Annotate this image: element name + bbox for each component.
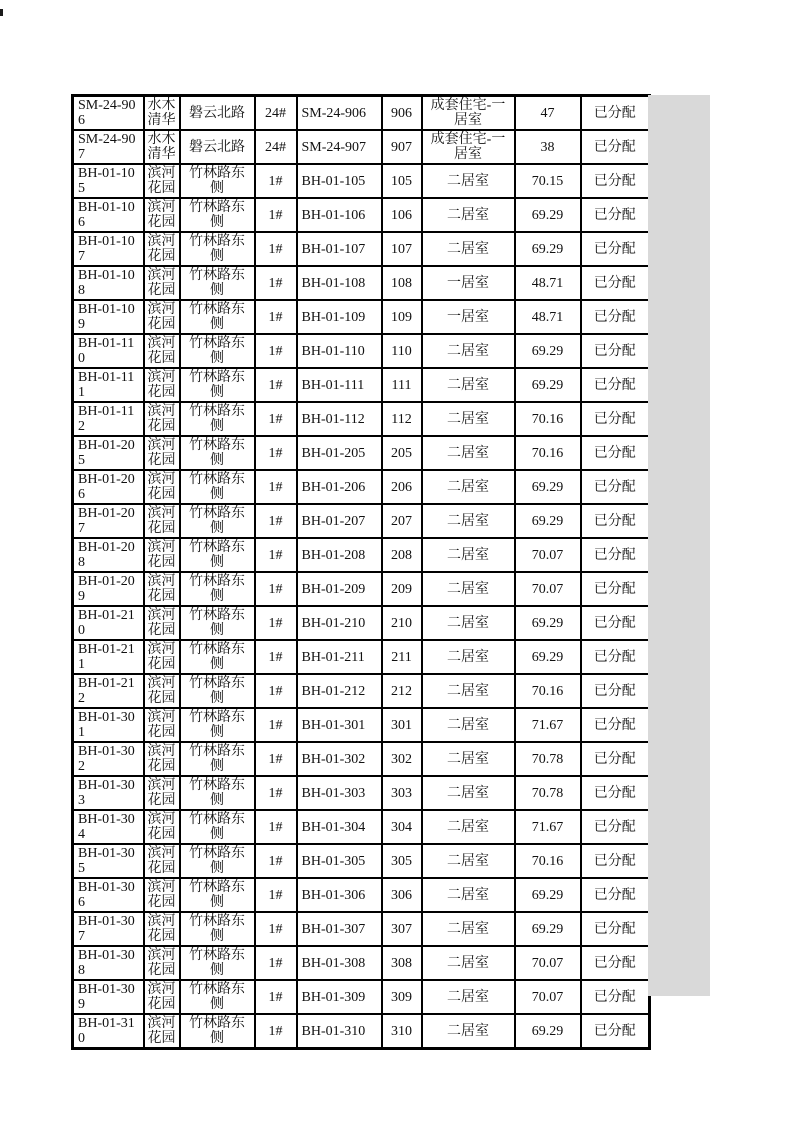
cell-community-name: 滨河花园	[144, 980, 180, 1014]
cell-community-name: 滨河花园	[144, 334, 180, 368]
cell-house-id: BH-01-304	[73, 810, 144, 844]
cell-area: 70.16	[515, 402, 581, 436]
cell-road-location: 竹林路东侧	[180, 844, 255, 878]
table-row	[73, 640, 650, 674]
cell-building-number: 1#	[255, 232, 297, 266]
cell-house-id: BH-01-308	[73, 946, 144, 980]
cell-house-id-repeat: BH-01-110	[297, 334, 382, 368]
cell-road-location: 竹林路东侧	[180, 640, 255, 674]
cell-status: 已分配	[581, 1014, 650, 1049]
cell-room-number: 310	[382, 1014, 422, 1049]
cell-unit-type: 二居室	[422, 198, 515, 232]
cell-area: 70.78	[515, 742, 581, 776]
cell-building-number: 1#	[255, 470, 297, 504]
cell-community-name: 滨河花园	[144, 708, 180, 742]
cell-building-number: 1#	[255, 912, 297, 946]
cell-road-location: 竹林路东侧	[180, 300, 255, 334]
cell-status: 已分配	[581, 538, 650, 572]
cell-unit-type: 二居室	[422, 538, 515, 572]
cell-road-location: 竹林路东侧	[180, 742, 255, 776]
cell-road-location: 磐云北路	[180, 96, 255, 131]
cell-room-number: 302	[382, 742, 422, 776]
cell-house-id-repeat: BH-01-306	[297, 878, 382, 912]
cell-status: 已分配	[581, 368, 650, 402]
table-row	[73, 844, 650, 878]
cell-community-name: 滨河花园	[144, 368, 180, 402]
cell-house-id: BH-01-302	[73, 742, 144, 776]
cell-area: 69.29	[515, 470, 581, 504]
cell-status: 已分配	[581, 708, 650, 742]
cell-road-location: 竹林路东侧	[180, 436, 255, 470]
cell-community-name: 滨河花园	[144, 504, 180, 538]
cell-house-id: BH-01-112	[73, 402, 144, 436]
cell-unit-type: 二居室	[422, 164, 515, 198]
table-row	[73, 708, 650, 742]
cell-building-number: 1#	[255, 776, 297, 810]
table-row	[73, 164, 650, 198]
table-row	[73, 674, 650, 708]
cell-status: 已分配	[581, 164, 650, 198]
cell-unit-type: 二居室	[422, 742, 515, 776]
table-row	[73, 776, 650, 810]
cell-building-number: 24#	[255, 96, 297, 131]
cell-status: 已分配	[581, 810, 650, 844]
cell-community-name: 滨河花园	[144, 742, 180, 776]
table-row	[73, 232, 650, 266]
cell-building-number: 24#	[255, 130, 297, 164]
cell-area: 69.29	[515, 640, 581, 674]
cell-community-name: 水木清华	[144, 130, 180, 164]
cell-area: 70.78	[515, 776, 581, 810]
cell-area: 71.67	[515, 708, 581, 742]
cell-room-number: 212	[382, 674, 422, 708]
cell-unit-type: 二居室	[422, 436, 515, 470]
table-row	[73, 300, 650, 334]
cell-road-location: 竹林路东侧	[180, 708, 255, 742]
cell-status: 已分配	[581, 572, 650, 606]
cell-house-id: BH-01-306	[73, 878, 144, 912]
cell-building-number: 1#	[255, 538, 297, 572]
cell-building-number: 1#	[255, 1014, 297, 1049]
cell-community-name: 滨河花园	[144, 300, 180, 334]
table-row	[73, 878, 650, 912]
cell-area: 70.16	[515, 674, 581, 708]
cell-area: 70.16	[515, 844, 581, 878]
cell-building-number: 1#	[255, 368, 297, 402]
cell-house-id-repeat: BH-01-109	[297, 300, 382, 334]
cell-room-number: 304	[382, 810, 422, 844]
cell-unit-type: 二居室	[422, 470, 515, 504]
cell-area: 48.71	[515, 300, 581, 334]
cell-area: 70.07	[515, 572, 581, 606]
table-row	[73, 912, 650, 946]
cell-community-name: 滨河花园	[144, 946, 180, 980]
cell-room-number: 110	[382, 334, 422, 368]
table-row	[73, 130, 650, 164]
cell-house-id: BH-01-310	[73, 1014, 144, 1049]
cell-house-id: BH-01-106	[73, 198, 144, 232]
cell-community-name: 滨河花园	[144, 402, 180, 436]
cell-area: 70.07	[515, 980, 581, 1014]
cell-community-name: 滨河花园	[144, 640, 180, 674]
cell-house-id-repeat: SM-24-906	[297, 96, 382, 131]
cell-road-location: 竹林路东侧	[180, 810, 255, 844]
table-row	[73, 96, 650, 131]
cell-house-id-repeat: BH-01-106	[297, 198, 382, 232]
table-row	[73, 436, 650, 470]
cell-community-name: 滨河花园	[144, 1014, 180, 1049]
cell-room-number: 107	[382, 232, 422, 266]
cell-room-number: 106	[382, 198, 422, 232]
table-row	[73, 538, 650, 572]
table-row	[73, 946, 650, 980]
table-row	[73, 402, 650, 436]
cell-building-number: 1#	[255, 708, 297, 742]
cell-community-name: 滨河花园	[144, 198, 180, 232]
cell-community-name: 滨河花园	[144, 436, 180, 470]
cell-room-number: 210	[382, 606, 422, 640]
cell-status: 已分配	[581, 402, 650, 436]
cell-status: 已分配	[581, 640, 650, 674]
cell-house-id-repeat: BH-01-209	[297, 572, 382, 606]
cell-status: 已分配	[581, 130, 650, 164]
cell-road-location: 竹林路东侧	[180, 504, 255, 538]
cell-house-id-repeat: BH-01-105	[297, 164, 382, 198]
cell-area: 70.16	[515, 436, 581, 470]
cell-community-name: 滨河花园	[144, 844, 180, 878]
cell-room-number: 111	[382, 368, 422, 402]
cell-room-number: 301	[382, 708, 422, 742]
cell-status: 已分配	[581, 742, 650, 776]
cell-house-id-repeat: BH-01-309	[297, 980, 382, 1014]
cell-status: 已分配	[581, 96, 650, 131]
cell-house-id-repeat: BH-01-301	[297, 708, 382, 742]
table-row	[73, 1014, 650, 1049]
cell-house-id-repeat: BH-01-211	[297, 640, 382, 674]
cell-building-number: 1#	[255, 436, 297, 470]
cell-road-location: 竹林路东侧	[180, 470, 255, 504]
cell-road-location: 竹林路东侧	[180, 606, 255, 640]
cell-unit-type: 二居室	[422, 674, 515, 708]
cell-house-id: SM-24-906	[73, 96, 144, 131]
cell-room-number: 305	[382, 844, 422, 878]
cell-house-id: BH-01-305	[73, 844, 144, 878]
cell-house-id: BH-01-301	[73, 708, 144, 742]
cell-room-number: 206	[382, 470, 422, 504]
cell-house-id: BH-01-212	[73, 674, 144, 708]
table-row	[73, 368, 650, 402]
cell-status: 已分配	[581, 334, 650, 368]
cell-community-name: 滨河花园	[144, 878, 180, 912]
cell-house-id-repeat: BH-01-212	[297, 674, 382, 708]
cell-unit-type: 二居室	[422, 640, 515, 674]
cell-unit-type: 二居室	[422, 776, 515, 810]
cell-unit-type: 一居室	[422, 300, 515, 334]
cell-area: 69.29	[515, 878, 581, 912]
cell-status: 已分配	[581, 436, 650, 470]
cell-road-location: 竹林路东侧	[180, 368, 255, 402]
cell-room-number: 306	[382, 878, 422, 912]
cell-house-id-repeat: BH-01-108	[297, 266, 382, 300]
cell-area: 70.07	[515, 538, 581, 572]
cell-house-id-repeat: BH-01-111	[297, 368, 382, 402]
cell-status: 已分配	[581, 844, 650, 878]
cell-room-number: 209	[382, 572, 422, 606]
table-row	[73, 198, 650, 232]
cell-area: 69.29	[515, 368, 581, 402]
cell-unit-type: 二居室	[422, 402, 515, 436]
cell-status: 已分配	[581, 980, 650, 1014]
cell-road-location: 竹林路东侧	[180, 572, 255, 606]
cell-building-number: 1#	[255, 402, 297, 436]
cell-unit-type: 一居室	[422, 266, 515, 300]
cell-house-id-repeat: BH-01-305	[297, 844, 382, 878]
table-row	[73, 572, 650, 606]
cell-room-number: 205	[382, 436, 422, 470]
cell-house-id-repeat: BH-01-205	[297, 436, 382, 470]
cell-area: 69.29	[515, 232, 581, 266]
cell-unit-type: 二居室	[422, 810, 515, 844]
cell-community-name: 滨河花园	[144, 266, 180, 300]
cell-road-location: 竹林路东侧	[180, 538, 255, 572]
cell-unit-type: 二居室	[422, 368, 515, 402]
cell-building-number: 1#	[255, 878, 297, 912]
table-row	[73, 606, 650, 640]
cell-room-number: 309	[382, 980, 422, 1014]
cell-room-number: 907	[382, 130, 422, 164]
cell-room-number: 112	[382, 402, 422, 436]
cell-area: 69.29	[515, 198, 581, 232]
cell-house-id: BH-01-110	[73, 334, 144, 368]
cell-unit-type: 二居室	[422, 1014, 515, 1049]
cell-status: 已分配	[581, 606, 650, 640]
cell-area: 48.71	[515, 266, 581, 300]
cell-house-id-repeat: BH-01-210	[297, 606, 382, 640]
cell-community-name: 滨河花园	[144, 810, 180, 844]
cell-status: 已分配	[581, 912, 650, 946]
cell-road-location: 竹林路东侧	[180, 1014, 255, 1049]
cell-area: 69.29	[515, 1014, 581, 1049]
table-row	[73, 266, 650, 300]
cell-area: 69.29	[515, 606, 581, 640]
cell-house-id: BH-01-307	[73, 912, 144, 946]
cell-road-location: 竹林路东侧	[180, 402, 255, 436]
cell-road-location: 竹林路东侧	[180, 334, 255, 368]
cell-community-name: 滨河花园	[144, 164, 180, 198]
cell-house-id: BH-01-303	[73, 776, 144, 810]
cell-house-id-repeat: BH-01-307	[297, 912, 382, 946]
cell-community-name: 滨河花园	[144, 674, 180, 708]
cell-unit-type: 二居室	[422, 912, 515, 946]
cell-house-id-repeat: BH-01-308	[297, 946, 382, 980]
table-row	[73, 810, 650, 844]
cell-building-number: 1#	[255, 334, 297, 368]
cell-road-location: 竹林路东侧	[180, 912, 255, 946]
cell-status: 已分配	[581, 266, 650, 300]
cell-room-number: 303	[382, 776, 422, 810]
cell-building-number: 1#	[255, 742, 297, 776]
cell-house-id: BH-01-210	[73, 606, 144, 640]
cell-community-name: 滨河花园	[144, 232, 180, 266]
cell-unit-type: 二居室	[422, 946, 515, 980]
cell-unit-type: 成套住宅-一居室	[422, 96, 515, 131]
cell-unit-type: 二居室	[422, 606, 515, 640]
cell-community-name: 滨河花园	[144, 538, 180, 572]
cell-house-id: BH-01-108	[73, 266, 144, 300]
cell-status: 已分配	[581, 470, 650, 504]
cell-unit-type: 二居室	[422, 708, 515, 742]
cell-status: 已分配	[581, 300, 650, 334]
cell-room-number: 208	[382, 538, 422, 572]
cell-house-id-repeat: BH-01-207	[297, 504, 382, 538]
cell-area: 47	[515, 96, 581, 131]
cell-building-number: 1#	[255, 300, 297, 334]
cell-building-number: 1#	[255, 640, 297, 674]
cell-road-location: 竹林路东侧	[180, 878, 255, 912]
cell-house-id: BH-01-208	[73, 538, 144, 572]
cell-status: 已分配	[581, 232, 650, 266]
cell-house-id-repeat: BH-01-302	[297, 742, 382, 776]
cell-road-location: 竹林路东侧	[180, 198, 255, 232]
cell-house-id: BH-01-209	[73, 572, 144, 606]
cell-area: 69.29	[515, 912, 581, 946]
cell-house-id: SM-24-907	[73, 130, 144, 164]
cell-status: 已分配	[581, 878, 650, 912]
cell-building-number: 1#	[255, 198, 297, 232]
cell-house-id: BH-01-107	[73, 232, 144, 266]
cell-building-number: 1#	[255, 946, 297, 980]
cell-area: 70.07	[515, 946, 581, 980]
cell-room-number: 109	[382, 300, 422, 334]
cell-area: 71.67	[515, 810, 581, 844]
cell-house-id: BH-01-111	[73, 368, 144, 402]
cell-area: 38	[515, 130, 581, 164]
cell-unit-type: 二居室	[422, 572, 515, 606]
cell-community-name: 滨河花园	[144, 606, 180, 640]
cell-house-id-repeat: BH-01-206	[297, 470, 382, 504]
cell-unit-type: 二居室	[422, 878, 515, 912]
cell-unit-type: 二居室	[422, 504, 515, 538]
cell-community-name: 滨河花园	[144, 470, 180, 504]
cell-unit-type: 二居室	[422, 334, 515, 368]
cell-area: 69.29	[515, 334, 581, 368]
cell-room-number: 308	[382, 946, 422, 980]
cell-unit-type: 二居室	[422, 232, 515, 266]
cell-room-number: 105	[382, 164, 422, 198]
cell-road-location: 竹林路东侧	[180, 980, 255, 1014]
cell-building-number: 1#	[255, 572, 297, 606]
cell-house-id: BH-01-206	[73, 470, 144, 504]
cell-building-number: 1#	[255, 844, 297, 878]
cell-house-id: BH-01-109	[73, 300, 144, 334]
table-row	[73, 470, 650, 504]
cell-status: 已分配	[581, 776, 650, 810]
cell-room-number: 108	[382, 266, 422, 300]
cell-room-number: 906	[382, 96, 422, 131]
scan-artifact-mark	[0, 9, 3, 16]
cell-community-name: 水木清华	[144, 96, 180, 131]
cell-road-location: 竹林路东侧	[180, 266, 255, 300]
cell-house-id-repeat: BH-01-303	[297, 776, 382, 810]
cell-road-location: 竹林路东侧	[180, 232, 255, 266]
unused-area-gray-strip	[648, 95, 710, 996]
cell-road-location: 竹林路东侧	[180, 674, 255, 708]
cell-road-location: 磐云北路	[180, 130, 255, 164]
cell-road-location: 竹林路东侧	[180, 946, 255, 980]
cell-unit-type: 二居室	[422, 980, 515, 1014]
cell-community-name: 滨河花园	[144, 912, 180, 946]
cell-house-id-repeat: BH-01-208	[297, 538, 382, 572]
cell-house-id-repeat: BH-01-304	[297, 810, 382, 844]
cell-road-location: 竹林路东侧	[180, 776, 255, 810]
cell-building-number: 1#	[255, 266, 297, 300]
cell-status: 已分配	[581, 674, 650, 708]
cell-house-id-repeat: BH-01-112	[297, 402, 382, 436]
cell-building-number: 1#	[255, 810, 297, 844]
table-row	[73, 334, 650, 368]
cell-building-number: 1#	[255, 980, 297, 1014]
cell-status: 已分配	[581, 946, 650, 980]
cell-room-number: 211	[382, 640, 422, 674]
cell-room-number: 307	[382, 912, 422, 946]
cell-unit-type: 二居室	[422, 844, 515, 878]
cell-house-id-repeat: BH-01-107	[297, 232, 382, 266]
cell-unit-type: 成套住宅-一居室	[422, 130, 515, 164]
cell-building-number: 1#	[255, 606, 297, 640]
table-row	[73, 980, 650, 1014]
table-row	[73, 742, 650, 776]
table-row	[73, 504, 650, 538]
cell-community-name: 滨河花园	[144, 572, 180, 606]
cell-house-id: BH-01-309	[73, 980, 144, 1014]
cell-house-id: BH-01-205	[73, 436, 144, 470]
cell-room-number: 207	[382, 504, 422, 538]
cell-house-id: BH-01-211	[73, 640, 144, 674]
cell-status: 已分配	[581, 504, 650, 538]
cell-house-id: BH-01-207	[73, 504, 144, 538]
cell-building-number: 1#	[255, 504, 297, 538]
cell-road-location: 竹林路东侧	[180, 164, 255, 198]
cell-status: 已分配	[581, 198, 650, 232]
cell-area: 69.29	[515, 504, 581, 538]
cell-building-number: 1#	[255, 164, 297, 198]
cell-area: 70.15	[515, 164, 581, 198]
cell-house-id-repeat: BH-01-310	[297, 1014, 382, 1049]
cell-building-number: 1#	[255, 674, 297, 708]
housing-allocation-table	[71, 94, 651, 1050]
cell-house-id-repeat: SM-24-907	[297, 130, 382, 164]
cell-house-id: BH-01-105	[73, 164, 144, 198]
cell-community-name: 滨河花园	[144, 776, 180, 810]
